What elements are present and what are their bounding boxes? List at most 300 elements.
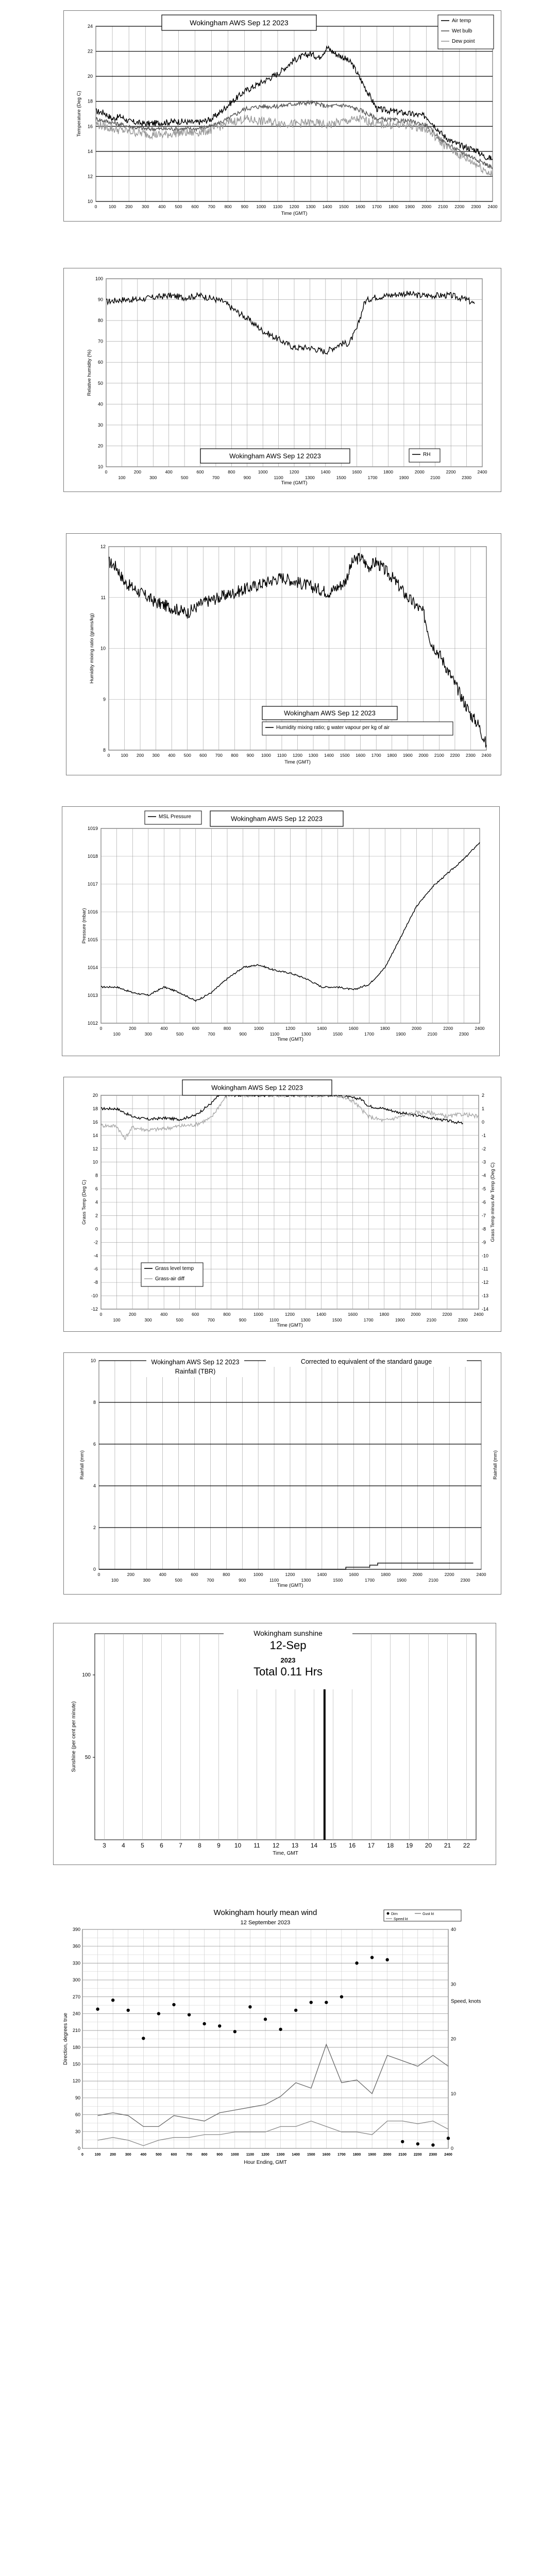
x-axis-title: Time, GMT xyxy=(273,1851,298,1856)
y-tick-label: 16 xyxy=(92,1119,98,1125)
direction-point xyxy=(248,2005,251,2008)
x-tick-label: 1700 xyxy=(337,2153,346,2157)
x-tick-label: 300 xyxy=(125,2153,131,2157)
x-tick-label: 0 xyxy=(107,753,110,758)
legend-label: Speed kt xyxy=(394,1918,408,1921)
y-tick-label: 2 xyxy=(93,1525,96,1530)
x-tick-label: 1600 xyxy=(356,753,366,758)
y-tick-label: 270 xyxy=(72,1994,80,1999)
x-tick-label: 500 xyxy=(156,2153,162,2157)
x-tick-label: 200 xyxy=(125,204,133,209)
direction-point xyxy=(157,2012,160,2015)
legend-label: Wet bulb xyxy=(452,28,472,34)
x-tick-label: 200 xyxy=(110,2153,116,2157)
x-tick-label: 2400 xyxy=(477,469,487,474)
y-tick-label: 80 xyxy=(97,318,103,324)
y-right-tick-label: -3 xyxy=(482,1159,486,1165)
x-tick-label: 1800 xyxy=(380,1026,390,1031)
y-tick-label: 120 xyxy=(72,2078,80,2084)
x-tick-label: 1700 xyxy=(363,1317,374,1323)
x-tick-label: 1300 xyxy=(305,475,315,480)
x-tick-label: 1400 xyxy=(320,469,331,474)
y-tick-label: 24 xyxy=(87,24,93,29)
y-axis-title: Relative humidity (%) xyxy=(87,349,92,396)
mixing-ratio-chart-panel xyxy=(66,533,501,775)
x-tick-label: 1200 xyxy=(285,1312,295,1317)
direction-point xyxy=(325,2001,328,2004)
y-tick-label: 1019 xyxy=(87,826,98,831)
x-axis-title: Time (GMT) xyxy=(281,211,308,216)
x-tick-label: 1700 xyxy=(365,1578,375,1583)
x-tick-label: 800 xyxy=(231,753,239,758)
x-tick-label: 1600 xyxy=(355,204,365,209)
x-tick-label: 2200 xyxy=(443,1026,453,1031)
x-tick-label: 700 xyxy=(212,475,220,480)
legend-label: Dirn xyxy=(391,1912,398,1916)
x-tick-label: 500 xyxy=(176,1317,183,1323)
x-tick-label: 300 xyxy=(149,475,157,480)
x-tick-label: 12 xyxy=(272,1842,280,1849)
x-tick-label: 300 xyxy=(152,753,160,758)
y-tick-label: 10 xyxy=(100,646,106,651)
y-tick-label: 90 xyxy=(75,2095,80,2100)
y-tick-label: 1018 xyxy=(87,854,98,859)
direction-point xyxy=(188,2013,191,2016)
x-tick-label: 1500 xyxy=(336,475,346,480)
x-tick-label: 400 xyxy=(165,469,173,474)
y-tick-label: 9 xyxy=(103,697,106,702)
x-tick-label: 8 xyxy=(198,1842,201,1849)
mixing-ratio-chart xyxy=(66,534,501,775)
legend-label: MSL Pressure xyxy=(159,814,191,820)
chart-subtitle: Rainfall (TBR) xyxy=(175,1368,216,1375)
x-tick-label: 1600 xyxy=(348,1312,358,1317)
x-axis-title: Time (GMT) xyxy=(277,1583,303,1588)
x-tick-label: 2400 xyxy=(444,2153,452,2157)
x-tick-label: 1300 xyxy=(301,1578,311,1583)
x-tick-label: 2100 xyxy=(430,475,441,480)
y-right-tick-label: -12 xyxy=(482,1280,489,1285)
x-tick-label: 3 xyxy=(103,1842,106,1849)
y-tick-label: 4 xyxy=(93,1483,96,1488)
legend-label: Gust kt xyxy=(422,1912,434,1916)
x-tick-label: 2300 xyxy=(429,2153,437,2157)
x-tick-label: 20 xyxy=(425,1842,432,1849)
x-tick-label: 1000 xyxy=(258,469,268,474)
x-tick-label: 16 xyxy=(348,1842,356,1849)
x-tick-label: 1300 xyxy=(301,1031,311,1037)
y-tick-label: 1013 xyxy=(87,993,98,998)
x-tick-label: 2200 xyxy=(446,469,456,474)
x-tick-label: 2000 xyxy=(411,1312,421,1317)
x-tick-label: 1600 xyxy=(349,1572,359,1577)
x-tick-label: 1800 xyxy=(381,1572,391,1577)
x-tick-label: 2300 xyxy=(459,1031,469,1037)
x-tick-label: 1100 xyxy=(273,204,283,209)
x-tick-label: 1200 xyxy=(289,469,299,474)
x-tick-label: 2300 xyxy=(460,1578,470,1583)
x-tick-label: 600 xyxy=(196,469,204,474)
x-axis-title: Time (GMT) xyxy=(284,759,311,765)
x-tick-label: 1000 xyxy=(261,753,271,758)
x-tick-label: 10 xyxy=(234,1842,242,1849)
x-tick-label: 200 xyxy=(133,469,141,474)
humidity-chart-panel xyxy=(63,268,501,492)
x-tick-label: 2300 xyxy=(458,1317,468,1323)
y-right-tick-label: -7 xyxy=(482,1213,486,1218)
y-tick-label: 50 xyxy=(84,1755,91,1760)
chart-title: Wokingham sunshine xyxy=(253,1629,323,1637)
direction-point xyxy=(264,2018,267,2021)
x-tick-label: 1300 xyxy=(306,204,316,209)
x-tick-label: 1500 xyxy=(340,753,350,758)
x-tick-label: 1100 xyxy=(274,475,283,480)
x-tick-label: 400 xyxy=(168,753,176,758)
chart-subtitle: 12 September 2023 xyxy=(240,1920,291,1926)
x-tick-label: 2300 xyxy=(462,475,472,480)
x-tick-label: 1800 xyxy=(388,204,398,209)
y-right-tick-label: 20 xyxy=(451,2036,457,2042)
y-axis-title: Pressure (mbar) xyxy=(81,908,87,944)
x-tick-label: 1100 xyxy=(269,1317,279,1323)
x-tick-label: 900 xyxy=(241,204,248,209)
x-tick-label: 2200 xyxy=(454,204,465,209)
x-tick-label: 2300 xyxy=(471,204,481,209)
y-tick-label: 2 xyxy=(95,1213,98,1218)
x-tick-label: 400 xyxy=(160,1312,168,1317)
x-tick-label: 1800 xyxy=(379,1312,390,1317)
y-tick-label: 10 xyxy=(97,464,103,469)
x-tick-label: 1600 xyxy=(352,469,362,474)
x-tick-label: 700 xyxy=(186,2153,192,2157)
y-tick-label: 4 xyxy=(95,1199,98,1205)
x-tick-label: 800 xyxy=(224,204,232,209)
x-tick-label: 1000 xyxy=(231,2153,239,2157)
x-tick-label: 900 xyxy=(216,2153,223,2157)
sunshine-chart xyxy=(54,1623,496,1865)
y-tick-label: 40 xyxy=(97,401,103,407)
direction-point xyxy=(172,2003,175,2006)
x-tick-label: 1300 xyxy=(276,2153,285,2157)
x-tick-label: 700 xyxy=(208,1031,215,1037)
x-axis-title: Time (GMT) xyxy=(277,1037,303,1042)
sunshine-bar xyxy=(324,1675,326,1840)
y-axis-title: Grass Temp (Deg C) xyxy=(81,1180,87,1225)
x-tick-label: 500 xyxy=(176,1031,184,1037)
x-tick-label: 14 xyxy=(310,1842,318,1849)
legend-label: Grass level temp xyxy=(155,1266,194,1272)
y-tick-label: 10 xyxy=(87,199,93,204)
y-right-tick-label: -5 xyxy=(482,1186,486,1192)
y-tick-label: 14 xyxy=(92,1132,98,1138)
x-tick-label: 1500 xyxy=(332,1317,342,1323)
x-tick-label: 100 xyxy=(94,2153,101,2157)
y-right-tick-label: 40 xyxy=(451,1927,457,1932)
x-tick-label: 500 xyxy=(183,753,191,758)
x-tick-label: 500 xyxy=(180,475,189,480)
y-right-axis-title: Speed, knots xyxy=(451,1998,481,2005)
x-tick-label: 2100 xyxy=(426,1317,436,1323)
x-tick-label: 2000 xyxy=(421,204,432,209)
y-right-tick-label: -8 xyxy=(482,1226,486,1232)
x-tick-label: 100 xyxy=(111,1578,119,1583)
y-tick-label: 90 xyxy=(97,297,103,302)
x-tick-label: 800 xyxy=(223,1312,231,1317)
x-tick-label: 1600 xyxy=(348,1026,359,1031)
wind-chart xyxy=(59,1909,497,2187)
direction-point xyxy=(340,1995,343,1998)
y-tick-label: -2 xyxy=(93,1240,98,1245)
chart-title: Wokingham AWS Sep 12 2023 xyxy=(151,1359,240,1366)
y-tick-label: 300 xyxy=(72,1977,80,1983)
x-tick-label: 0 xyxy=(97,1572,100,1577)
y-tick-label: 20 xyxy=(87,74,93,79)
x-tick-label: 1400 xyxy=(322,204,332,209)
chart-title: Wokingham AWS Sep 12 2023 xyxy=(231,815,323,823)
legend-label: Grass-air diff xyxy=(155,1276,185,1282)
x-tick-label: 2200 xyxy=(442,1312,452,1317)
x-tick-label: 100 xyxy=(121,753,128,758)
x-tick-label: 1900 xyxy=(399,475,409,480)
x-tick-label: 1900 xyxy=(396,1031,406,1037)
x-tick-label: 300 xyxy=(144,1317,152,1323)
x-tick-label: 400 xyxy=(160,1026,168,1031)
x-tick-label: 500 xyxy=(175,1578,182,1583)
x-tick-label: 800 xyxy=(201,2153,208,2157)
chart-date: 12-Sep xyxy=(269,1639,307,1652)
y-axis-title: Temperature (Deg C) xyxy=(76,91,82,137)
x-tick-label: 600 xyxy=(191,1572,198,1577)
x-tick-label: 15 xyxy=(329,1842,337,1849)
y-tick-label: 22 xyxy=(87,48,93,54)
x-tick-label: 13 xyxy=(291,1842,299,1849)
x-tick-label: 1100 xyxy=(269,1031,280,1037)
x-tick-label: 300 xyxy=(144,1031,152,1037)
x-tick-label: 2000 xyxy=(383,2153,392,2157)
y-right-tick-label: -14 xyxy=(482,1307,489,1312)
pressure-chart xyxy=(62,807,499,1056)
x-tick-label: 1400 xyxy=(317,1026,327,1031)
y-tick-label: 12 xyxy=(87,174,93,179)
chart-note: Corrected to equivalent of the standard gauge xyxy=(300,1358,432,1365)
y-tick-label: 30 xyxy=(75,2129,80,2134)
y-tick-label: 8 xyxy=(95,1173,98,1178)
y-right-axis-title: Grass Temp minus Air Temp (Deg C) xyxy=(490,1162,496,1242)
x-tick-label: 100 xyxy=(113,1031,121,1037)
y-tick-label: 60 xyxy=(97,360,103,365)
x-tick-label: 700 xyxy=(207,1578,214,1583)
x-tick-label: 1800 xyxy=(387,753,397,758)
direction-point xyxy=(279,2028,282,2031)
direction-point xyxy=(431,2143,434,2146)
y-tick-label: 390 xyxy=(72,1927,80,1932)
x-tick-label: 800 xyxy=(228,469,235,474)
x-tick-label: 1700 xyxy=(371,753,381,758)
y-tick-label: 360 xyxy=(72,1943,80,1949)
chart-total: Total 0.11 Hrs xyxy=(253,1665,323,1678)
x-tick-label: 700 xyxy=(215,753,223,758)
x-tick-label: 2200 xyxy=(414,2153,422,2157)
y-tick-label: 1015 xyxy=(87,937,98,942)
x-tick-label: 700 xyxy=(208,204,215,209)
x-tick-label: 19 xyxy=(405,1842,413,1849)
x-axis-title: Time (GMT) xyxy=(281,480,308,486)
x-tick-label: 2200 xyxy=(450,753,460,758)
x-tick-label: 2400 xyxy=(481,753,492,758)
y-tick-label: 16 xyxy=(87,124,93,129)
x-tick-label: 1400 xyxy=(317,1572,327,1577)
y-tick-label: 50 xyxy=(97,380,103,386)
y-tick-label: 10 xyxy=(92,1159,98,1165)
y-right-tick-label: -13 xyxy=(482,1293,489,1299)
chart-title: Wokingham AWS Sep 12 2023 xyxy=(211,1083,303,1092)
legend-label: RH xyxy=(423,452,431,457)
y-tick-label: 0 xyxy=(95,1226,98,1232)
y-tick-label: -6 xyxy=(93,1266,98,1272)
x-tick-label: 1800 xyxy=(383,469,393,474)
x-tick-label: 100 xyxy=(118,475,126,480)
direction-point xyxy=(111,1998,114,2002)
direction-point xyxy=(202,2022,206,2025)
x-tick-label: 0 xyxy=(99,1312,103,1317)
y-right-tick-label: -2 xyxy=(482,1146,486,1151)
x-tick-label: 600 xyxy=(192,1026,199,1031)
chart-title: Wokingham AWS Sep 12 2023 xyxy=(284,709,376,717)
x-tick-label: 1900 xyxy=(405,204,415,209)
y-right-tick-label: -6 xyxy=(482,1199,486,1205)
x-tick-label: 18 xyxy=(386,1842,394,1849)
x-tick-label: 200 xyxy=(128,1312,137,1317)
x-tick-label: 2400 xyxy=(475,1026,485,1031)
y-tick-label: 240 xyxy=(72,2011,80,2016)
x-tick-label: 1500 xyxy=(332,1031,343,1037)
x-tick-label: 5 xyxy=(141,1842,144,1849)
x-tick-label: 900 xyxy=(239,1317,246,1323)
x-tick-label: 100 xyxy=(108,204,116,209)
chart-year: 2023 xyxy=(280,1656,296,1664)
legend-label: Dew point xyxy=(452,39,475,44)
x-tick-label: 200 xyxy=(127,1572,134,1577)
temperature-chart xyxy=(64,11,501,221)
y-tick-label: 70 xyxy=(97,338,103,344)
x-axis-title: Time (GMT) xyxy=(277,1323,303,1328)
y-tick-label: -8 xyxy=(93,1280,98,1285)
x-tick-label: 9 xyxy=(217,1842,221,1849)
x-tick-label: 0 xyxy=(81,2153,83,2157)
x-tick-label: 1800 xyxy=(352,2153,361,2157)
x-tick-label: 1500 xyxy=(307,2153,315,2157)
y-right-tick-label: -1 xyxy=(482,1132,486,1138)
y-right-tick-label: 0 xyxy=(482,1119,485,1125)
y-tick-label: 180 xyxy=(72,2044,80,2050)
y-tick-label: 0 xyxy=(93,1567,96,1572)
x-tick-label: 1100 xyxy=(277,753,287,758)
x-tick-label: 1600 xyxy=(322,2153,331,2157)
direction-point xyxy=(355,1961,358,1964)
y-tick-label: 1012 xyxy=(87,1021,98,1026)
x-tick-label: 900 xyxy=(243,475,251,480)
y-right-tick-label: -9 xyxy=(482,1240,486,1245)
temperature-chart-panel xyxy=(63,10,501,222)
x-axis-title: Hour Ending, GMT xyxy=(244,2160,287,2165)
x-tick-label: 2000 xyxy=(418,753,429,758)
legend-label: Humidity mixing ratio; g water vapour per kg of air xyxy=(276,725,390,731)
y-right-tick-label: 1 xyxy=(482,1106,485,1111)
grass-temp-chart xyxy=(64,1077,501,1331)
direction-point xyxy=(96,2008,99,2011)
y-tick-label: 6 xyxy=(93,1442,96,1447)
x-tick-label: 2100 xyxy=(427,1031,437,1037)
x-tick-label: 600 xyxy=(171,2153,177,2157)
direction-point xyxy=(233,2030,236,2033)
y-tick-label: -4 xyxy=(93,1253,98,1259)
x-tick-label: 600 xyxy=(199,753,207,758)
direction-point xyxy=(385,1958,388,1961)
x-tick-label: 2000 xyxy=(412,1026,421,1031)
pressure-chart-panel xyxy=(62,806,500,1056)
x-tick-label: 800 xyxy=(223,1572,230,1577)
x-tick-label: 1000 xyxy=(253,1026,264,1031)
x-tick-label: 4 xyxy=(122,1842,125,1849)
grass-temp-chart-panel xyxy=(63,1077,501,1332)
x-tick-label: 1700 xyxy=(367,475,378,480)
x-tick-label: 1200 xyxy=(285,1026,295,1031)
x-tick-label: 600 xyxy=(192,1312,199,1317)
y-tick-label: 60 xyxy=(75,2112,80,2117)
y-axis-title: Sunshine (per cent per minute) xyxy=(71,1701,77,1772)
x-tick-label: 0 xyxy=(105,469,108,474)
wind-chart-panel xyxy=(59,1909,497,2187)
x-tick-label: 900 xyxy=(239,1578,246,1583)
y-right-tick-label: -4 xyxy=(482,1173,486,1178)
x-tick-label: 0 xyxy=(94,204,97,209)
x-tick-label: 2100 xyxy=(438,204,448,209)
x-tick-label: 1700 xyxy=(364,1031,375,1037)
rainfall-chart xyxy=(64,1353,501,1594)
x-tick-label: 2100 xyxy=(428,1578,438,1583)
x-tick-label: 1400 xyxy=(316,1312,327,1317)
x-tick-label: 21 xyxy=(444,1842,451,1849)
x-tick-label: 1400 xyxy=(292,2153,300,2157)
x-tick-label: 700 xyxy=(207,1317,215,1323)
x-tick-label: 2100 xyxy=(398,2153,407,2157)
direction-point xyxy=(416,2142,419,2145)
y-right-tick-label: -11 xyxy=(482,1266,488,1272)
x-tick-label: 1400 xyxy=(324,753,334,758)
y-tick-label: 11 xyxy=(100,595,106,600)
x-tick-label: 500 xyxy=(175,204,182,209)
rainfall-chart-panel xyxy=(63,1352,501,1595)
y-tick-label: -12 xyxy=(91,1307,98,1312)
y-tick-label: 14 xyxy=(87,148,93,154)
legend-label: Air temp xyxy=(452,18,471,24)
x-tick-label: 800 xyxy=(223,1026,231,1031)
y-tick-label: 18 xyxy=(92,1106,98,1111)
x-tick-label: 1900 xyxy=(396,1578,407,1583)
y-tick-label: 20 xyxy=(97,443,103,449)
y-right-tick-label: 0 xyxy=(451,2146,454,2151)
y-axis-title: Humidity mixing ratio (grams/kg) xyxy=(89,613,95,684)
x-tick-label: 2400 xyxy=(476,1572,486,1577)
x-tick-label: 2400 xyxy=(474,1312,484,1317)
direction-point xyxy=(127,2009,130,2012)
y-right-axis-title: Rainfall (mm) xyxy=(493,1450,498,1480)
x-tick-label: 600 xyxy=(191,204,199,209)
chart-title: Wokingham AWS Sep 12 2023 xyxy=(229,452,321,460)
y-tick-label: 30 xyxy=(97,422,103,428)
x-tick-label: 100 xyxy=(113,1317,121,1323)
x-tick-label: 2300 xyxy=(465,753,476,758)
